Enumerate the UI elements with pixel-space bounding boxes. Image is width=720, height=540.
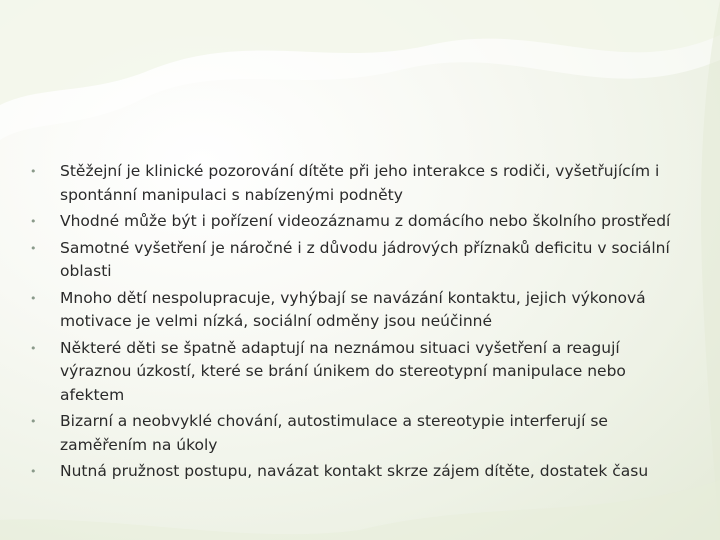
bullet-point-icon: • xyxy=(30,415,37,428)
bullet-text: Vhodné může být i pořízení videozáznamu z domácího nebo školního prostředí xyxy=(60,212,671,230)
bullet-item xyxy=(30,210,690,234)
bullet-point-icon: • xyxy=(30,241,37,255)
bullet-list xyxy=(30,160,690,487)
bullet-point-icon: • xyxy=(30,291,37,305)
bullet-point-icon: • xyxy=(30,165,37,178)
bullet-text: Mnoho dětí nespolupracuje, vyhýbají se navázání kontaktu, jejich výkonová motivace je velmi nízká, sociální odměny jsou neúčinné xyxy=(60,288,646,330)
bullet-item xyxy=(30,287,690,334)
bullet-text: Některé děti se špatně adaptují na neznámou situaci vyšetření a reagují výraznou úzkostí, které se brání únikem do stereotypní manipulace nebo afektem xyxy=(60,338,626,404)
bullet-text: Samotné vyšetření je náročné i z důvodu jádrových příznaků deficitu v sociální oblasti xyxy=(60,238,670,280)
bullet-point-icon: • xyxy=(30,341,37,355)
bullet-item xyxy=(30,337,690,408)
bullet-item xyxy=(30,237,690,284)
bullet-text: Stěžejní je klinické pozorování dítěte při jeho interakce s rodiči, vyšetřujícím i spontánní manipulaci s nabízenými podněty xyxy=(60,162,660,204)
bullet-text: Bizarní a neobvyklé chování, autostimulace a stereotypie interferují se zaměřením na úkoly xyxy=(60,412,608,454)
bullet-item xyxy=(30,160,690,207)
bullet-item xyxy=(30,410,690,457)
bullet-item xyxy=(30,460,690,484)
bullet-point-icon: • xyxy=(30,465,37,478)
bullet-text: Nutná pružnost postupu, navázat kontakt skrze zájem dítěte, dostatek času xyxy=(60,462,649,480)
bullet-point-icon: • xyxy=(30,215,37,228)
